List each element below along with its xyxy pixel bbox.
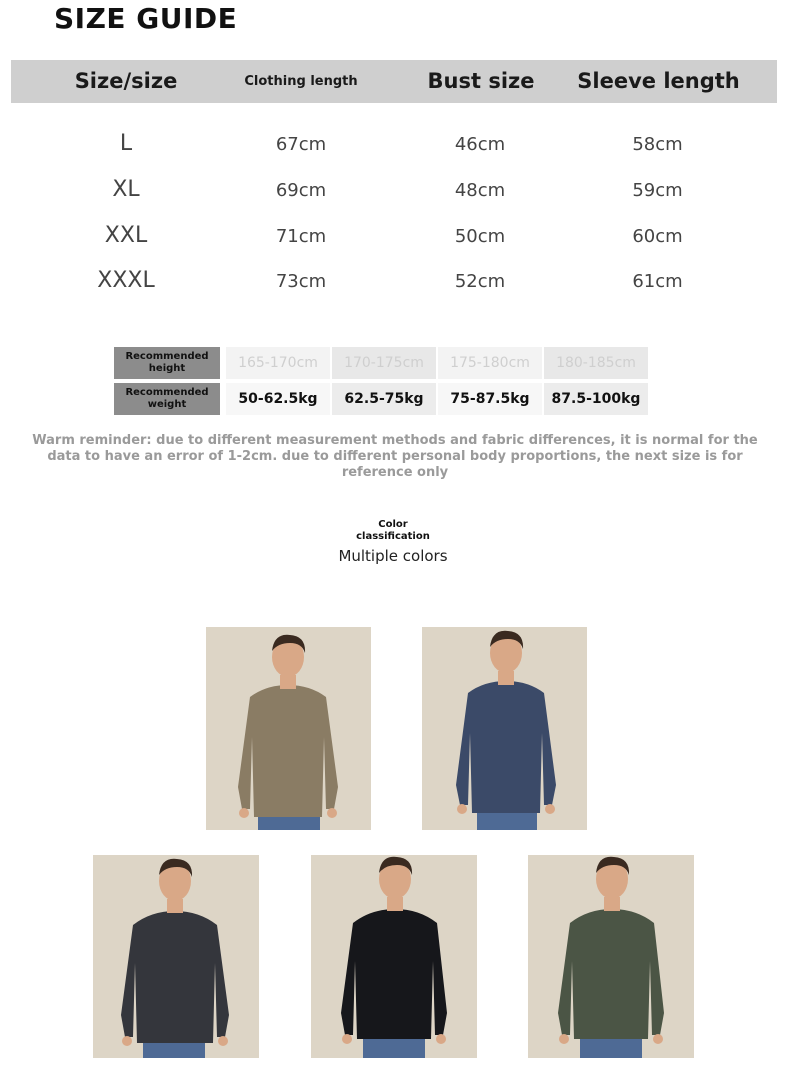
size-cell: XL — [112, 177, 140, 202]
size-row — [0, 223, 790, 263]
header-size: Size/size — [74, 69, 178, 93]
height-cell: 170-175cm — [332, 347, 436, 379]
bust-cell: 52cm — [454, 271, 506, 292]
bust-cell: 50cm — [454, 226, 506, 247]
product-photo-khaki[interactable] — [206, 627, 371, 830]
recommended-height-label: Recommended height — [114, 347, 220, 379]
size-cell: XXXL — [97, 268, 155, 293]
product-photo-charcoal[interactable] — [93, 855, 259, 1058]
length-cell: 71cm — [275, 226, 327, 247]
sleeve-cell: 60cm — [632, 226, 683, 247]
model-illustration — [93, 855, 259, 1058]
weight-cell: 87.5-100kg — [544, 383, 648, 415]
weight-cell: 50-62.5kg — [226, 383, 330, 415]
length-cell: 73cm — [275, 271, 327, 292]
model-illustration — [206, 627, 371, 830]
size-row — [0, 177, 790, 217]
product-photo-olive[interactable] — [528, 855, 694, 1058]
model-illustration — [422, 627, 587, 830]
color-classification-value: Multiple colors — [338, 547, 448, 565]
header-clothing-length: Clothing length — [244, 74, 358, 89]
size-cell: XXL — [104, 223, 148, 248]
header-bust-size: Bust size — [427, 69, 535, 93]
size-cell: L — [119, 131, 133, 156]
color-classification-label: Color classification — [356, 519, 430, 542]
product-photo-black[interactable] — [311, 855, 477, 1058]
size-row — [0, 268, 790, 308]
warm-reminder: Warm reminder: due to different measurement methods and fabric differences, it is normal for the data to have an error of 1-2cm. due to different personal body proportions, the next size is for reference only — [32, 433, 758, 480]
sleeve-cell: 59cm — [632, 180, 683, 201]
header-sleeve-length: Sleeve length — [577, 69, 740, 93]
product-photo-navy[interactable] — [422, 627, 587, 830]
size-row — [0, 131, 790, 171]
model-illustration — [528, 855, 694, 1058]
recommended-weight-label: Recommended weight — [114, 383, 220, 415]
height-cell: 165-170cm — [226, 347, 330, 379]
bust-cell: 46cm — [454, 134, 506, 155]
model-illustration — [311, 855, 477, 1058]
size-table-header — [11, 60, 777, 103]
weight-cell: 75-87.5kg — [438, 383, 542, 415]
length-cell: 69cm — [275, 180, 327, 201]
weight-cell: 62.5-75kg — [332, 383, 436, 415]
length-cell: 67cm — [275, 134, 327, 155]
bust-cell: 48cm — [454, 180, 506, 201]
sleeve-cell: 58cm — [632, 134, 683, 155]
height-cell: 180-185cm — [544, 347, 648, 379]
page-title: SIZE GUIDE — [54, 2, 238, 35]
height-cell: 175-180cm — [438, 347, 542, 379]
sleeve-cell: 61cm — [632, 271, 683, 292]
